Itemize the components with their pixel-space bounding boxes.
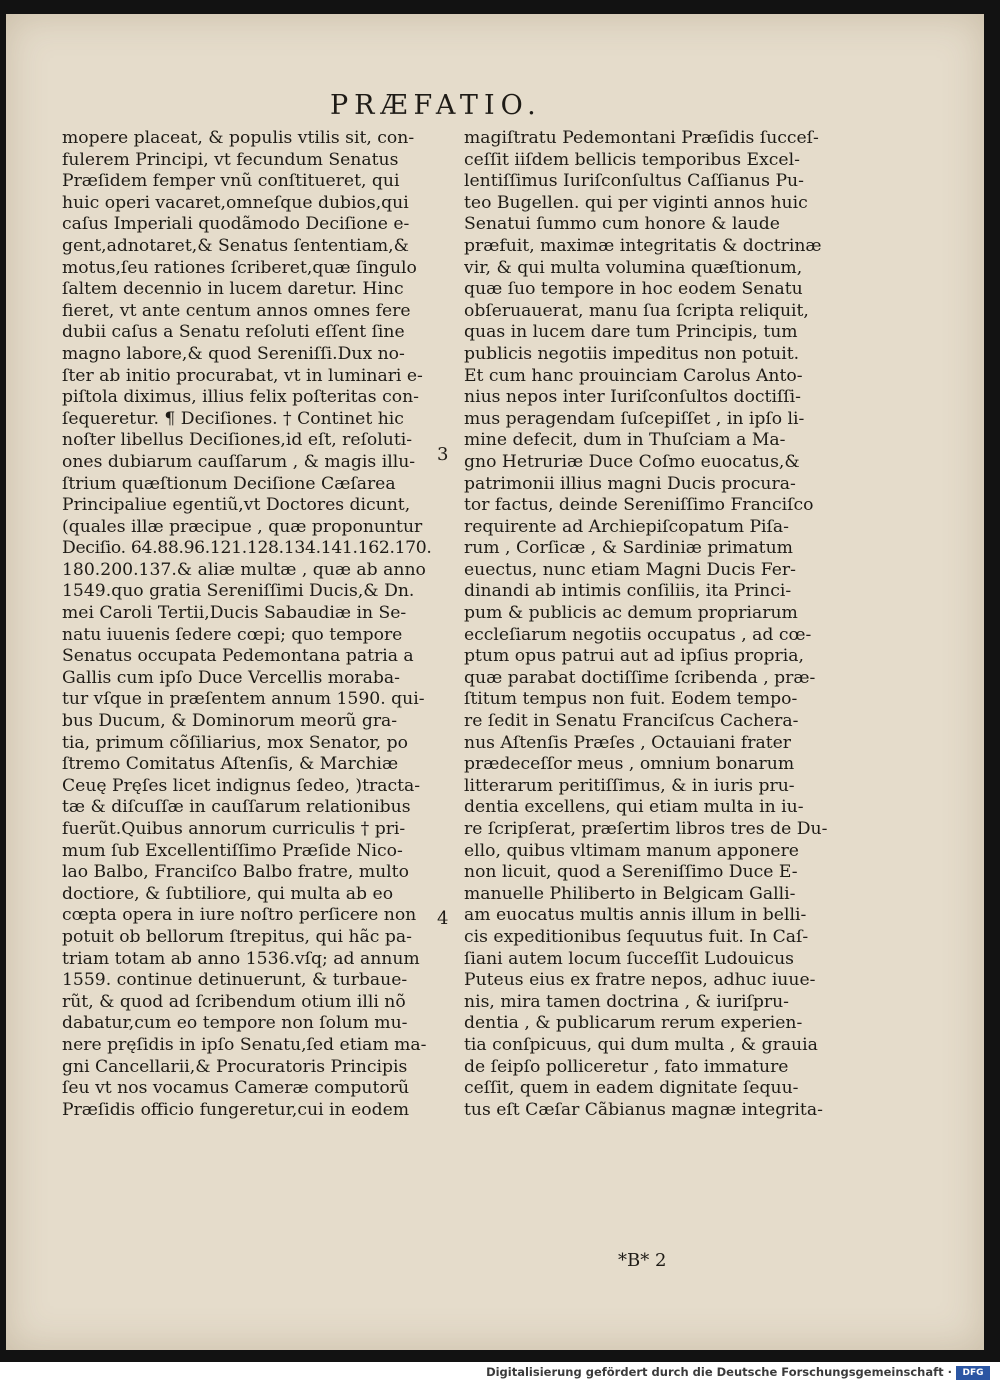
text-line: lao Balbo, Franciſco Balbo fratre, multo (62, 862, 409, 883)
text-line: piſtola diximus, illius felix poſteritas con- (62, 387, 419, 408)
text-line: ones dubiarum cauſſarum , & magis illu- (62, 451, 416, 472)
text-line: lentiſſimus Iuriſconſultus Caſſianus Pu- (464, 171, 804, 192)
text-line: dabatur,cum eo tempore non ſolum mu- (62, 1013, 408, 1034)
text-line: mopere placeat, & populis vtilis sit, con- (62, 128, 415, 148)
text-line: nus Aſtenſis Præſes , Octauiani frater (464, 732, 791, 753)
text-line: quæ ſuo tempore in hoc eodem Senatu (464, 279, 803, 300)
text-line: huic operi vacaret,omneſque dubios,qui (62, 192, 409, 213)
text-line: Ceuę Pręſes licet indignus ſedeo, )tracta- (62, 775, 421, 796)
text-line: dentia excellens, qui etiam multa in iu- (464, 797, 804, 818)
text-line: prædeceſſor meus , omnium bonarum (464, 754, 795, 775)
text-line: re ſedit in Senatu Franciſcus Cachera- (464, 711, 799, 732)
text-line: cis expeditionibus ſequutus fuit. In Caſ- (464, 926, 809, 947)
text-line: bus Ducum, & Dominorum meorũ gra- (62, 711, 398, 732)
text-line: tæ & diſcuſſæ in cauſſarum relationibus (62, 797, 411, 818)
text-line: requirente ad Archiepiſcopatum Piſa- (464, 516, 789, 537)
text-line: Et cum hanc prouinciam Carolus Anto- (464, 365, 803, 386)
text-line: ſeu vt nos vocamus Cameræ computorũ (62, 1078, 410, 1099)
text-line: mus peragendam ſuſcepiſſet , in ipſo li- (464, 408, 805, 429)
text-line: fieret, vt ante centum annos omnes fere (62, 300, 411, 321)
text-line: tor factus, deinde Sereniſſimo Franciſco (464, 495, 814, 516)
text-line: teo Bugellen. qui per viginti annos huic (464, 192, 808, 213)
text-line: Puteus eius ex fratre nepos, adhuc iuue- (464, 970, 816, 991)
text-line: mum ſub Excellentiſſimo Præſide Nico- (62, 840, 403, 861)
text-line: litterarum peritiſſimus, & in iuris pru- (464, 775, 795, 796)
text-line: magiſtratu Pedemontani Præſidis ſucceſ- (464, 128, 819, 148)
text-line: triam totam ab anno 1536.vſq; ad annum (62, 948, 420, 969)
text-line: cœpta opera in iure noſtro perſicere non (62, 905, 417, 926)
text-line: ſequeretur. ¶ Deciſiones. † Continet hic (62, 408, 404, 429)
text-line: Præſidis officio fungeretur,cui in eodem (62, 1099, 410, 1120)
text-line: ſiani autem locum ſucceſſit Ludouicus (464, 948, 794, 969)
footer-credit-text: Digitalisierung gefördert durch die Deutsche Forschungsgemeinschaft · (486, 1365, 952, 1379)
signature-mark: *B* 2 (618, 1250, 667, 1271)
text-line: 1549.quo gratia Sereniſſimi Ducis,& Dn. (62, 581, 415, 602)
text-line: ceſſit, quem in eadem dignitate ſequu- (464, 1078, 799, 1099)
text-line: 1559. continue detinuerunt, & turbaue- (62, 970, 408, 991)
text-line: nere pręſidis in ipſo Senatu,ſed etiam ma- (62, 1034, 427, 1055)
text-line: tia conſpicuus, qui dum multa , & grauia (464, 1034, 818, 1055)
text-line: tus eſt Cæſar Cãbianus magnæ integrita- (464, 1099, 823, 1120)
text-line: ſtrium quæſtionum Deciſione Cæſarea (62, 473, 396, 494)
footer-bar (0, 1362, 1000, 1385)
text-line: magno labore,& quod Sereniſſi.Dux no- (62, 343, 405, 364)
text-line: Deciſio. 64.88.96.121.128.134.141.162.170. (62, 538, 432, 559)
text-line: ſaltem decennio in lucem daretur. Hinc (62, 279, 404, 300)
text-line: gent,adnotaret,& Senatus ſententiam,& (62, 235, 409, 256)
text-line: obſeruauerat, manu ſua ſcripta reliquit, (464, 300, 809, 321)
text-line: natu iuuenis ſedere cœpi; quo tempore (62, 624, 403, 645)
text-line: nius nepos inter Iuriſconſultos doctiſſi- (464, 387, 801, 408)
text-line: rũt, & quod ad ſcribendum otium illi nõ (62, 991, 406, 1012)
text-line: 180.200.137.& aliæ multæ , quæ ab anno (62, 559, 426, 580)
text-line: publicis negotiis impeditus non potuit. (464, 343, 800, 364)
text-line: quæ parabat doctiſſime ſcribenda , præ- (464, 667, 816, 688)
dfg-logo-icon: DFG (956, 1366, 990, 1380)
text-line: quas in lucem dare tum Principis, tum (464, 322, 798, 343)
text-line: tur vſque in præſentem annum 1590. qui- (62, 689, 425, 710)
text-line: manuelle Philiberto in Belgicam Galli- (464, 883, 796, 904)
text-line: patrimonii illius magni Ducis procura- (464, 473, 796, 494)
text-line: Senatus occupata Pedemontana patria a (62, 646, 414, 667)
text-line: tia, primum cõſiliarius, mox Senator, po (62, 732, 408, 753)
text-line: noſter libellus Deciſiones,id eſt, reſoluti- (62, 430, 413, 451)
text-line: dinandi ab intimis conſiliis, ita Princi- (464, 581, 792, 602)
text-line: ptum opus patrui aut ad ipſius propria, (464, 646, 804, 667)
marginal-number-3: 3 (437, 444, 449, 465)
text-line: de ſeipſo polliceretur , fato immature (464, 1056, 789, 1077)
text-line: ſter ab initio procurabat, vt in luminari e- (62, 365, 423, 386)
text-line: euectus, nunc etiam Magni Ducis Fer- (464, 559, 796, 580)
text-line: dentia , & publicarum rerum experien- (464, 1013, 803, 1034)
text-line: nis, mira tamen doctrina , & iuriſpru- (464, 991, 789, 1012)
left-text-column (62, 128, 432, 1121)
text-line: non licuit, quod a Sereniſſimo Duce E- (464, 862, 798, 883)
text-line: rum , Corſicæ , & Sardiniæ primatum (464, 538, 793, 559)
text-line: pum & publicis ac demum propriarum (464, 603, 798, 624)
text-line: præfuit, maximæ integritatis & doctrinæ (464, 235, 822, 256)
text-line: Senatui ſummo cum honore & laude (464, 214, 780, 235)
text-line: caſus Imperiali quodãmodo Deciſione e- (62, 214, 410, 235)
text-line: ſtremo Comitatus Aſtenſis, & Marchiæ (62, 754, 399, 775)
text-line: Principaliue egentiũ,vt Doctores dicunt, (62, 495, 411, 516)
running-head: PRÆFATIO. (330, 90, 542, 121)
text-line: (quales illæ præcipue , quæ proponuntur (62, 516, 423, 537)
text-line: dubii caſus a Senatu reſoluti eſſent ſine (62, 322, 405, 343)
text-line: mine defecit, dum in Thuſciam a Ma- (464, 430, 786, 451)
text-line: ceſſit iiſdem bellicis temporibus Excel- (464, 149, 800, 170)
text-line: vir, & qui multa volumina quæſtionum, (464, 257, 803, 278)
right-text-column (464, 128, 834, 1121)
text-line: gni Cancellarii,& Procuratoris Principis (62, 1056, 408, 1077)
text-line: fuerũt.Quibus annorum curriculis † pri- (62, 819, 406, 839)
marginal-number-4: 4 (437, 908, 449, 929)
text-line: potuit ob bellorum ſtrepitus, qui hãc pa- (62, 926, 412, 947)
text-line: ſtitum tempus non fuit. Eodem tempo- (464, 689, 798, 710)
text-line: motus,ſeu rationes ſcriberet,quæ ſingulo (62, 257, 417, 278)
text-line: Præſidem femper vnũ conſtitueret, qui (62, 171, 400, 192)
text-line: fulerem Principi, vt fecundum Senatus (62, 149, 399, 170)
text-line: am euocatus multis annis illum in belli- (464, 905, 807, 926)
text-line: Gallis cum ipſo Duce Vercellis moraba- (62, 667, 400, 688)
text-line: mei Caroli Tertii,Ducis Sabaudiæ in Se- (62, 603, 407, 624)
text-line: ello, quibus vltimam manum apponere (464, 840, 799, 861)
text-line: eccleſiarum negotiis occupatus , ad cœ- (464, 624, 812, 645)
text-line: gno Hetruriæ Duce Coſmo euocatus,& (464, 451, 800, 472)
text-line: doctiore, & ſubtiliore, qui multa ab eo (62, 883, 394, 904)
text-line: re ſcripſerat, præſertim libros tres de Du- (464, 819, 828, 839)
